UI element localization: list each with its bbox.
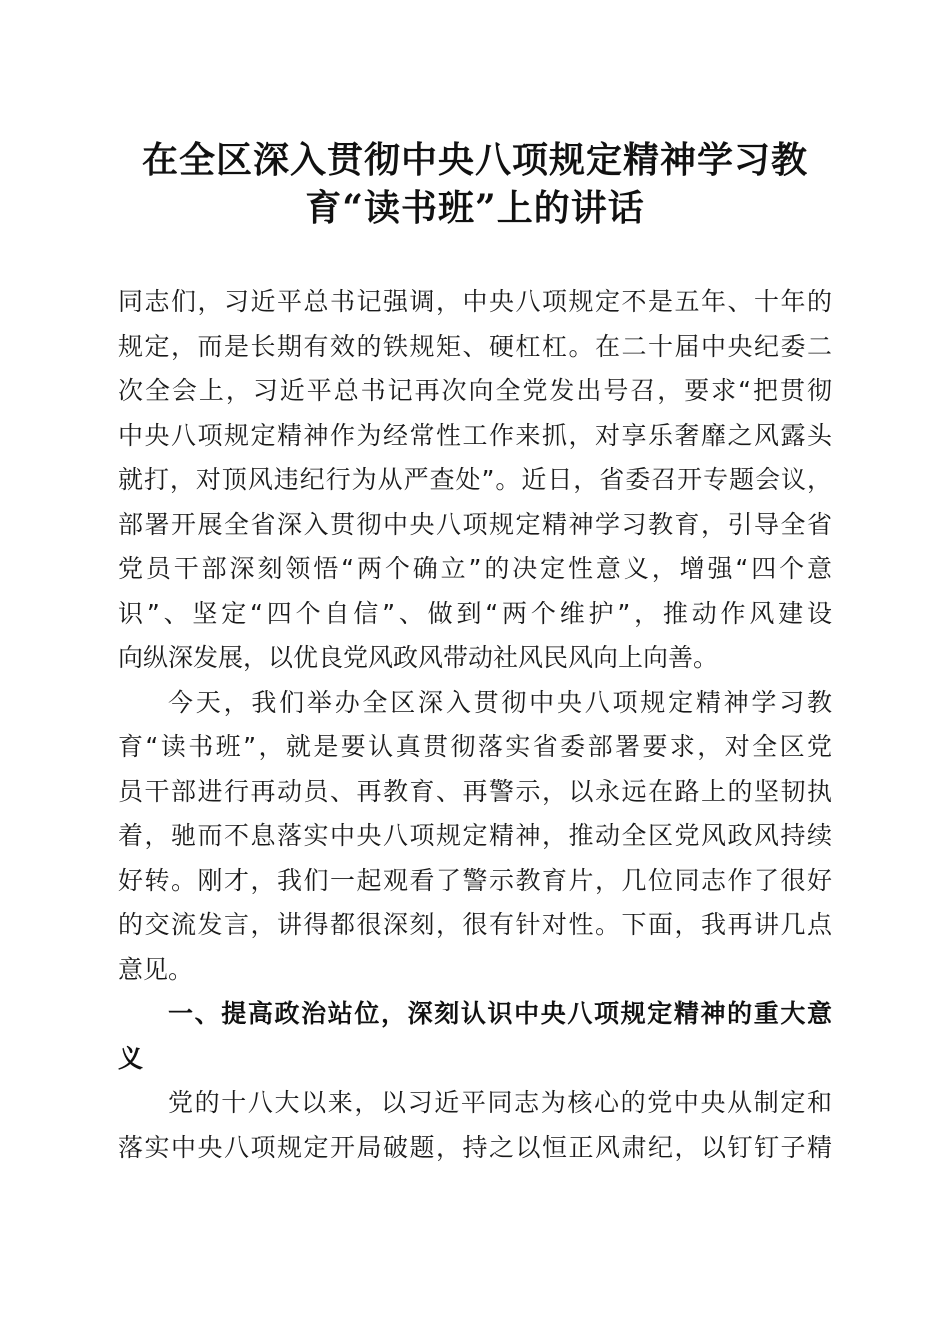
text-line: 就打，对顶风违纪行为从严查处”。近日，省委召开专题会议， — [118, 465, 832, 494]
text-line: 的交流发言，讲得都很深刻，很有针对性。下面，我再讲几点 — [118, 910, 832, 939]
text-line: 员干部进行再动员、再教育、再警示，以永远在路上的坚韧执 — [118, 776, 832, 806]
paragraph-today — [118, 681, 832, 993]
paragraph-since-18th-congress — [118, 1081, 832, 1170]
text-line: 育“读书班”，就是要认真贯彻落实省委部署要求，对全区党 — [118, 732, 832, 761]
text-line: 同志们，习近平总书记强调，中央八项规定不是五年、十年的 — [118, 287, 832, 316]
heading-line: 一、提高政治站位，深刻认识中央八项规定精神的重大意 — [168, 999, 832, 1028]
section-heading-1 — [118, 992, 832, 1081]
text-line: 落实中央八项规定开局破题，持之以恒正风肃纪，以钉钉子精 — [118, 1132, 832, 1162]
document-body — [118, 280, 832, 1170]
text-line: 向纵深发展，以优良党风政风带动社风民风向上向善。 — [118, 643, 719, 672]
title-line-1: 在全区深入贯彻中央八项规定精神学习教 — [141, 139, 808, 181]
text-line: 部署开展全省深入贯彻中央八项规定精神学习教育，引导全省 — [118, 509, 832, 539]
text-line: 党的十八大以来，以习近平同志为核心的党中央从制定和 — [168, 1088, 832, 1117]
text-line: 今天，我们举办全区深入贯彻中央八项规定精神学习教 — [168, 687, 832, 717]
title-line-2: 育“读书班”上的讲话 — [305, 187, 645, 229]
text-line: 识”、坚定“四个自信”、做到“两个维护”，推动作风建设 — [118, 598, 832, 628]
text-line: 党员干部深刻领悟“两个确立”的决定性意义，增强“四个意 — [118, 554, 832, 583]
text-line: 次全会上，习近平总书记再次向全党发出号召，要求“把贯彻 — [118, 376, 832, 405]
text-line: 中央八项规定精神作为经常性工作来抓，对享乐奢靡之风露头 — [118, 420, 832, 450]
paragraph-opening — [118, 280, 832, 681]
text-line: 意见。 — [118, 954, 194, 984]
text-line: 着，驰而不息落实中央八项规定精神，推动全区党风政风持续 — [118, 821, 832, 850]
heading-line: 义 — [118, 1043, 144, 1073]
document-title — [118, 136, 832, 232]
text-line: 好转。刚才，我们一起观看了警示教育片，几位同志作了很好 — [118, 865, 832, 895]
text-line: 规定，而是长期有效的铁规矩、硬杠杠。在二十届中央纪委二 — [118, 331, 832, 361]
